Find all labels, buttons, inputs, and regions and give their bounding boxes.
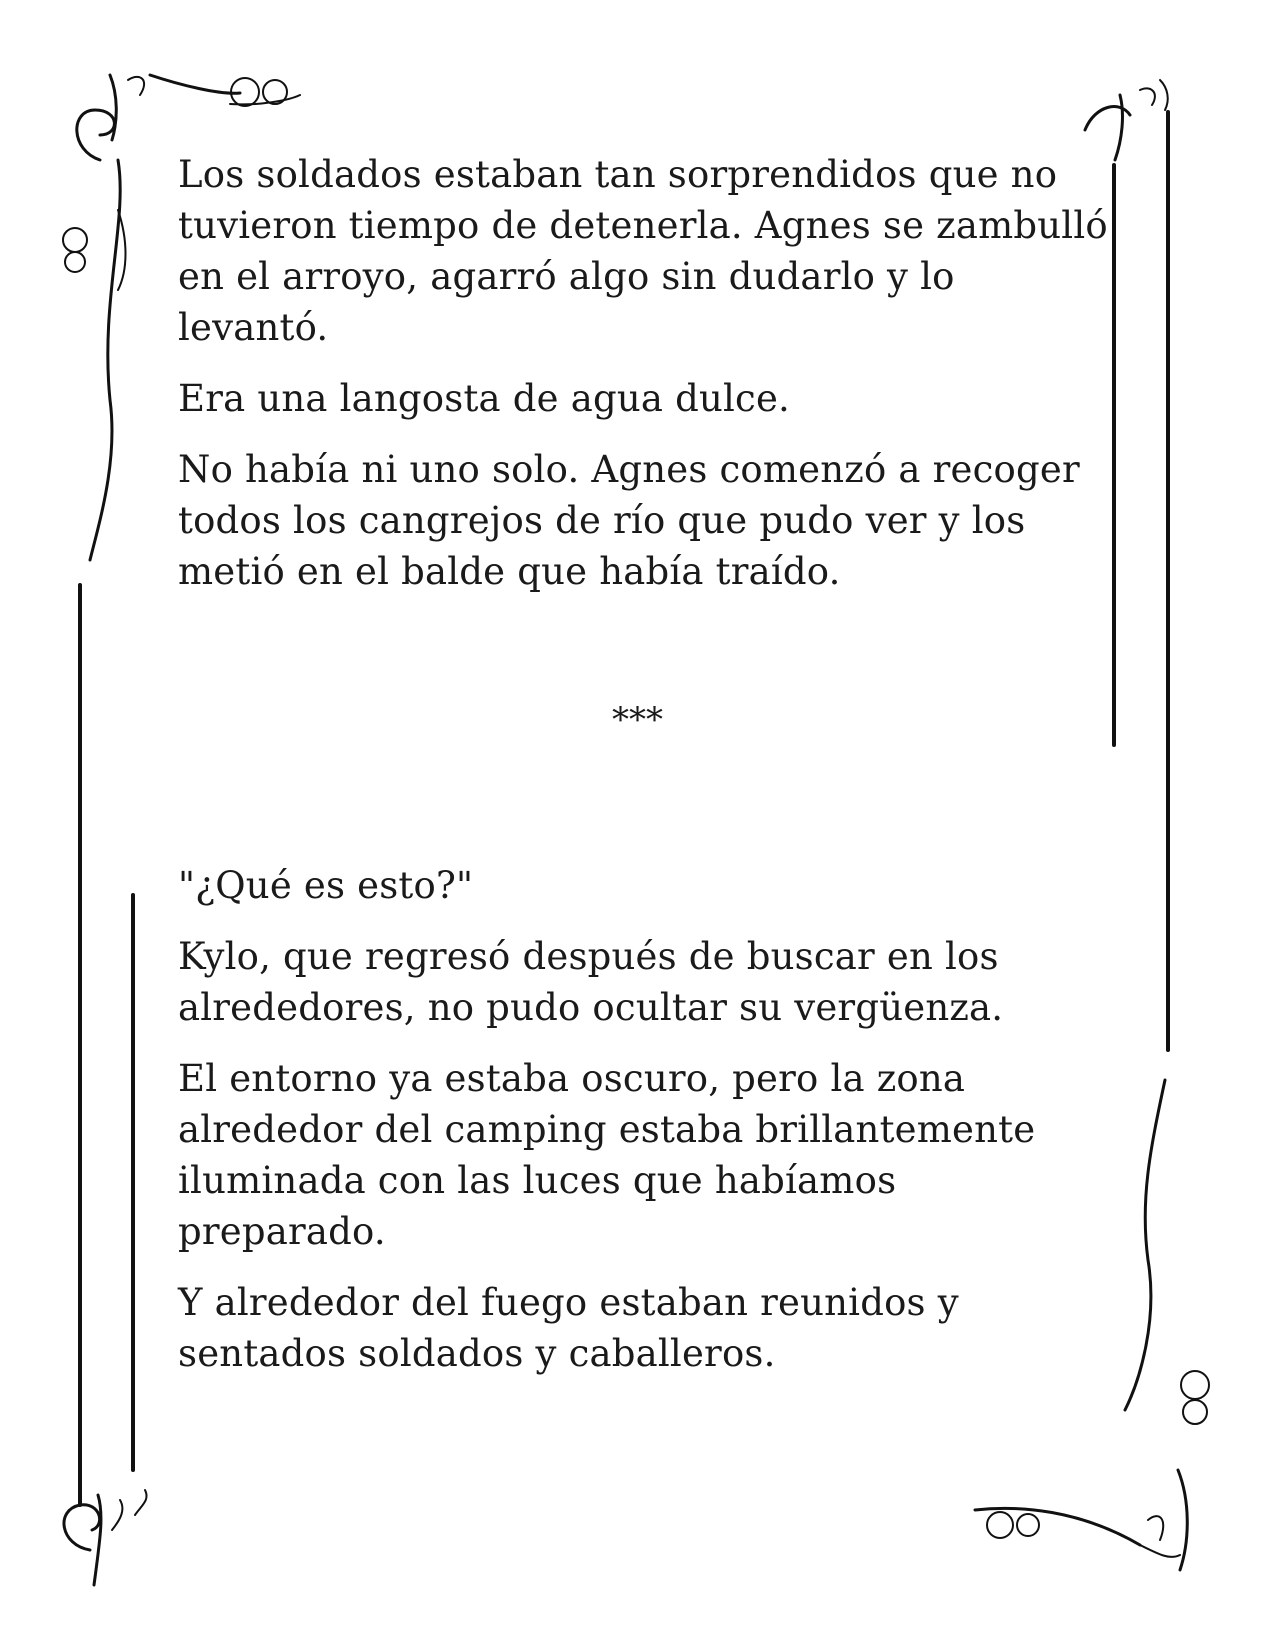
- paragraph: El entorno ya estaba oscuro, pero la zona alrededor del camping estaba brillantemente iluminada con las luces que habíamos preparado.: [178, 1057, 1036, 1253]
- paragraph: "¿Qué es esto?": [178, 864, 474, 907]
- paragraph: Era una langosta de agua dulce.: [178, 377, 791, 420]
- paragraph: Los soldados estaban tan sorprendidos que no tuvieron tiempo de detenerla. Agnes se zambulló en el arroyo, agarró algo sin dudarlo y lo levantó.: [178, 153, 1108, 349]
- bottom-text-block: [178, 860, 1108, 1399]
- section-separator: ***: [612, 700, 663, 740]
- paragraph: Kylo, que regresó después de buscar en los alrededores, no pudo ocultar su vergüenza.: [178, 935, 1004, 1029]
- paragraph: No había ni uno solo. Agnes comenzó a recoger todos los cangrejos de río que pudo ver y los metió en el balde que había traído.: [178, 448, 1080, 593]
- paragraph: Y alrededor del fuego estaban reunidos y sentados soldados y caballeros.: [178, 1281, 959, 1375]
- top-text-block: [178, 149, 1108, 617]
